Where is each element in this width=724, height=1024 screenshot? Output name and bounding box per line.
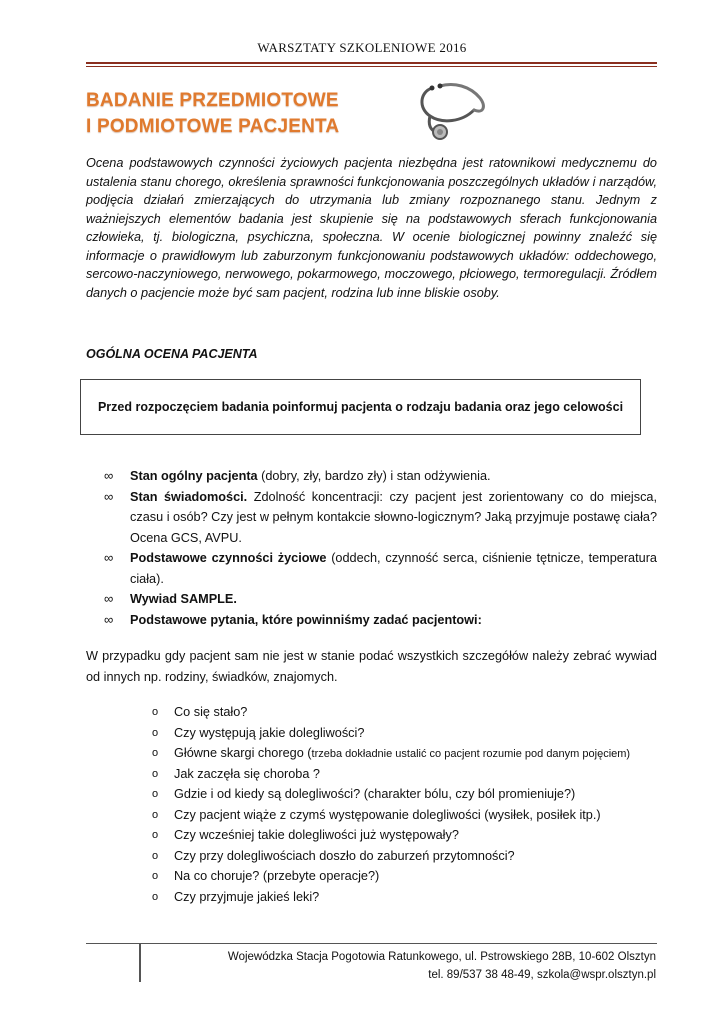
intro-paragraph: Ocena podstawowych czynności życiowych pacjenta niezbędna jest ratownikowi medycznemu do ustalenia stanu chorego, określenia sprawności funkcjonowania poszczególnych układów i narządów, podjęcia działań zmierzających do utrzymania lub zmiany rozpoznanego stanu. Jednym z ważniejszych elementów badania jest skupienie się na podstawowych sferach funkcjonowania człowieka, tj. biologiczna, psychiczna, społeczna. W ocenie biologicznej powinny znaleźć się informacje o prawidłowym lub zaburzonym funkcjonowaniu podstawowych układów: oddechowego, sercowo-naczyniowego, nerwowego, pokarmowego, moczowego, płciowego, termoregulacji. Źródłem danych o pacjencie może być sam pacjent, rodzina lub inne bliskie osoby. [86, 156, 657, 300]
infinity-bullet-icon: ∞ [104, 591, 114, 606]
infinity-bullet-icon: ∞ [104, 550, 114, 565]
list-item [86, 487, 657, 549]
list-item [86, 466, 657, 487]
section-title: OGÓLNA OCENA PACJENTA [86, 347, 258, 361]
notice-text: Przed rozpoczęciem badania poinformuj pacjenta o rodzaju badania oraz jego celowości [97, 400, 624, 414]
list-item-bold: Podstawowe pytania, które powinniśmy zadać pacjentowi: [130, 612, 482, 627]
circle-bullet-icon: o [152, 870, 159, 882]
circle-bullet-icon: o [152, 767, 159, 780]
list-item-text: (oddech, czynność serca, ciśnienie tętnicze, temperatura ciała). [130, 551, 657, 586]
question-text: Czy przy dolegliwościach doszło do zaburzeń przytomności? [174, 848, 515, 863]
question-item [150, 887, 658, 908]
list-item-bold: Stan świadomości. [130, 489, 248, 504]
question-item [150, 805, 658, 826]
footer-address: Wojewódzka Stacja Pogotowia Ratunkowego, ul. Pstrowskiego 28B, 10-602 Olsztyn [227, 951, 656, 963]
list-item-bold: Wywiad SAMPLE. [130, 592, 237, 606]
title-line-2: I PODMIOTOWE PACJENTA [86, 116, 340, 137]
question-text: Na co choruje? (przebyte operacje?) [174, 869, 380, 883]
question-item [150, 764, 658, 785]
infinity-bullet-icon: ∞ [104, 488, 114, 504]
header-rule-thin [86, 66, 657, 67]
question-text: Czy przyjmuje jakieś leki? [174, 889, 320, 904]
stethoscope-icon [410, 80, 500, 140]
question-text: Jak zaczęła się choroba ? [174, 766, 320, 781]
question-item [150, 723, 658, 744]
question-text: Czy występują jakie dolegliwości? [174, 725, 365, 740]
question-item [150, 846, 658, 867]
footer-contact: tel. 89/537 38 48-49, szkola@wspr.olsztyn.pl [428, 969, 656, 981]
question-item [150, 784, 658, 805]
infinity-bullet-icon: ∞ [104, 468, 114, 483]
question-text: Czy wcześniej takie dolegliwości już występowały? [174, 828, 459, 842]
circle-bullet-icon: o [152, 706, 159, 718]
question-text: Główne skargi chorego ( [174, 746, 312, 760]
body-paragraph: W przypadku gdy pacjent sam nie jest w stanie podać wszystkich szczegółów należy zebrać wywiad od innych np. rodziny, świadków, znajomych. [86, 649, 657, 684]
footer-divider [139, 944, 141, 982]
list-item [86, 548, 657, 589]
title-line-1: BADANIE PRZEDMIOTOWE [86, 90, 339, 111]
question-item [150, 825, 658, 846]
question-item [150, 866, 658, 887]
circle-bullet-icon: o [152, 829, 159, 841]
list-item-text: Zdolność koncentracji: czy pacjent jest zorientowany co do miejsca, czasu i osób? Czy jest w pełnym kontakcie słowno-logicznym? Jaką przyjmuje postawę ciała? Ocena GCS, AVPU. [130, 489, 658, 545]
infinity-bullet-icon: ∞ [104, 611, 114, 627]
assessment-list [86, 466, 657, 630]
circle-bullet-icon: o [152, 788, 159, 800]
list-item-bold: Podstawowe czynności życiowe [130, 551, 327, 565]
question-item [150, 702, 658, 723]
page-header: WARSZTATY SZKOLENIOWE 2016 [257, 40, 467, 55]
list-item-bold: Stan ogólny pacjenta [130, 469, 258, 483]
list-item [86, 589, 657, 610]
question-note: trzeba dokładnie ustalić co pacjent rozumie pod danym pojęciem) [311, 748, 631, 760]
list-item [86, 610, 657, 631]
circle-bullet-icon: o [152, 890, 159, 903]
circle-bullet-icon: o [152, 747, 159, 759]
footer-rule [86, 943, 657, 944]
notice-box [80, 379, 641, 435]
circle-bullet-icon: o [152, 726, 159, 739]
questions-list [150, 702, 658, 907]
question-item [150, 743, 658, 764]
question-text: Czy pacjent wiąże z czymś występowanie dolegliwości (wysiłek, posiłek itp.) [174, 807, 601, 822]
page-footer [228, 948, 656, 984]
circle-bullet-icon: o [152, 808, 159, 821]
document-title [86, 88, 339, 140]
question-text: Gdzie i od kiedy są dolegliwości? (charakter bólu, czy ból promieniuje?) [174, 787, 576, 801]
circle-bullet-icon: o [152, 849, 159, 862]
list-item-text: (dobry, zły, bardzo zły) i stan odżywienia. [257, 469, 491, 483]
question-text: Co się stało? [174, 705, 248, 719]
header-rule [86, 62, 657, 64]
